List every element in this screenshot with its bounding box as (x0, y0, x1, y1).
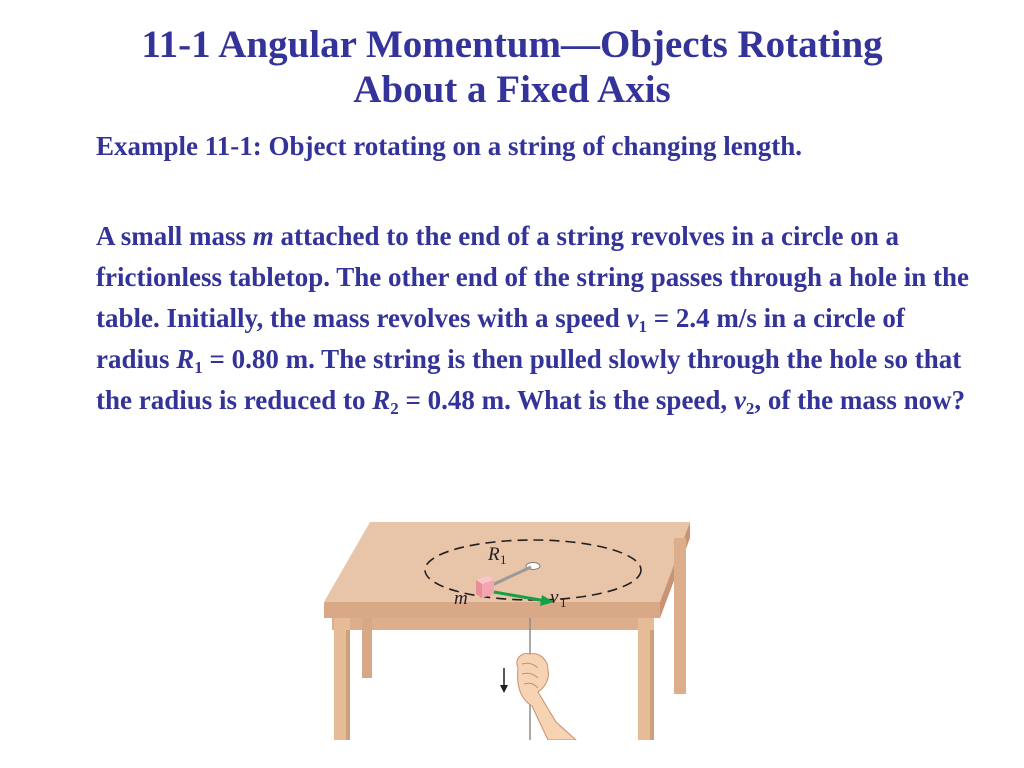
table-figure (318, 518, 698, 740)
mass-block (476, 576, 494, 598)
table-leg-back-right (674, 538, 686, 694)
problem-text: = 0.80 m. The string is then pulled slowly through the hole so that the radius is reduced to (96, 344, 962, 415)
label-radius-subscript: 1 (500, 552, 507, 567)
subscript: 2 (745, 399, 755, 418)
title-line-2: About a Fixed Axis (353, 68, 671, 111)
problem-text: attached to the end of a string revolves in a circle on a frictionless tabletop. The other end of the string passes through a hole in the table. Initially, the mass revolves with a speed (96, 221, 970, 333)
table-leg-back-left (362, 618, 372, 678)
problem-text: A small mass (96, 221, 253, 251)
problem-text: , of the mass now? (754, 385, 966, 415)
tabletop-front-edge (324, 602, 660, 618)
radius-symbol: R (372, 385, 391, 415)
slide-title (40, 22, 984, 112)
table-apron (332, 618, 654, 630)
speed-symbol: v (626, 303, 639, 333)
subscript: 2 (390, 399, 399, 418)
problem-statement (96, 216, 976, 421)
label-velocity-subscript: 1 (560, 595, 567, 610)
label-mass: m (454, 588, 468, 609)
example-heading: Example 11-1: Object rotating on a string of changing length. (96, 131, 803, 161)
label-velocity: v (550, 587, 559, 608)
tabletop (324, 522, 690, 602)
hand-illustration (517, 654, 576, 740)
table-leg-front-left-shadow (346, 630, 350, 740)
problem-text: = 2.4 m/s in a circle of radius (96, 303, 905, 374)
radius-symbol: R (176, 344, 195, 374)
subscript: 1 (194, 358, 203, 377)
label-radius: R (488, 544, 500, 565)
subscript: 1 (638, 317, 647, 336)
mass-symbol: m (252, 221, 274, 251)
table-leg-front-right-shadow (650, 630, 654, 740)
speed-symbol: v (733, 385, 746, 415)
title-line-1: 11-1 Angular Momentum—Objects Rotating (141, 23, 883, 66)
problem-text: = 0.48 m. What is the speed, (398, 385, 734, 415)
pull-direction-arrow-head (500, 685, 508, 693)
